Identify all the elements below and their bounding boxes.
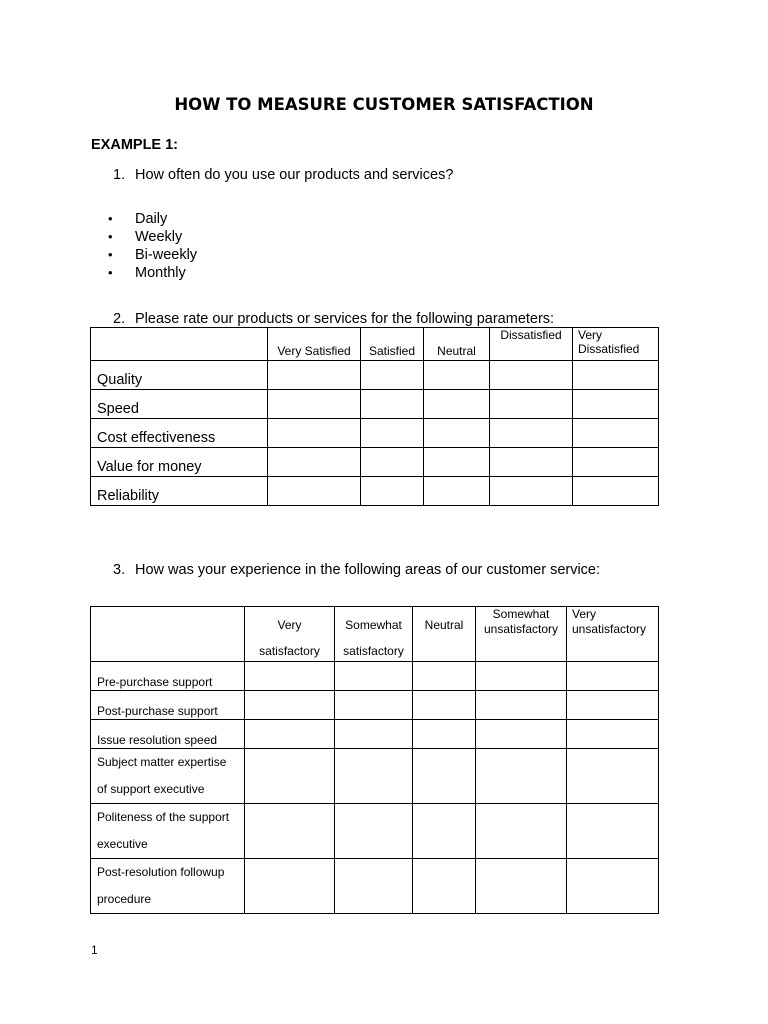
rating-cell[interactable]: [335, 804, 413, 859]
header-neutral-label: Neutral: [424, 618, 464, 632]
header-very-unsatisfactory: [567, 607, 659, 662]
table-row: [91, 804, 659, 859]
rating-cell[interactable]: [424, 448, 490, 477]
page-title: HOW TO MEASURE CUSTOMER SATISFACTION: [174, 95, 594, 114]
header-very-satisfactory: [245, 607, 335, 662]
list-item: [108, 228, 197, 246]
rating-cell[interactable]: [335, 691, 413, 720]
rating-cell[interactable]: [245, 720, 335, 749]
table-row: [91, 448, 659, 477]
rating-cell[interactable]: [424, 419, 490, 448]
header-dissatisfied: Dissatisfied: [490, 328, 573, 361]
rating-cell[interactable]: [490, 448, 573, 477]
rating-cell[interactable]: [413, 859, 476, 914]
bullet-icon: •: [108, 247, 113, 262]
row-label-line2: of support executive: [97, 782, 205, 796]
header-cell-blank: [91, 328, 268, 361]
table-row: [91, 749, 659, 804]
rating-cell[interactable]: [490, 419, 573, 448]
rating-cell[interactable]: [361, 419, 424, 448]
question-2-text: Please rate our products or services for the following parameters:: [135, 311, 555, 327]
table-row: [91, 361, 659, 390]
table-row: [91, 720, 659, 749]
table-header-row: [91, 328, 659, 361]
rating-cell[interactable]: [476, 720, 567, 749]
header-very-dissatisfied: [573, 328, 659, 361]
table-row: [91, 390, 659, 419]
rating-cell[interactable]: [361, 448, 424, 477]
rating-cell[interactable]: [476, 691, 567, 720]
rating-cell[interactable]: [268, 390, 361, 419]
rating-cell[interactable]: [567, 859, 659, 914]
row-label-subject-matter-expertise: [91, 749, 245, 804]
bullet-icon: •: [108, 229, 113, 244]
header-somewhat-satisfactory-line2: satisfactory: [343, 644, 404, 658]
rating-cell[interactable]: [476, 804, 567, 859]
product-rating-table: [90, 327, 659, 506]
row-label-quality: Quality: [91, 361, 268, 390]
question-2-number: 2.: [113, 311, 126, 327]
header-very-satisfactory-line2: satisfactory: [259, 644, 320, 658]
list-item-label: Bi-weekly: [135, 247, 198, 263]
list-item: [108, 264, 197, 282]
header-somewhat-unsatisfactory-line1: Somewhat: [492, 607, 550, 621]
rating-cell[interactable]: [413, 749, 476, 804]
rating-cell[interactable]: [268, 419, 361, 448]
question-2: [113, 311, 554, 327]
row-label-value-for-money: Value for money: [91, 448, 268, 477]
example-heading: EXAMPLE 1:: [91, 137, 179, 153]
rating-cell[interactable]: [490, 361, 573, 390]
row-label-politeness: [91, 804, 245, 859]
row-label-issue-resolution-speed: Issue resolution speed: [91, 720, 245, 749]
rating-cell[interactable]: [567, 749, 659, 804]
header-very-unsatisfactory-line2: unsatisfactory: [572, 622, 647, 636]
rating-cell[interactable]: [245, 804, 335, 859]
rating-cell[interactable]: [335, 662, 413, 691]
header-very-dissatisfied-line2: Dissatisfied: [578, 342, 640, 356]
rating-cell[interactable]: [361, 477, 424, 506]
row-label-line1: Subject matter expertise: [97, 755, 227, 769]
rating-cell[interactable]: [490, 477, 573, 506]
header-cell-blank: [91, 607, 245, 662]
list-item: [108, 246, 197, 264]
rating-cell[interactable]: [424, 477, 490, 506]
rating-cell[interactable]: [424, 361, 490, 390]
rating-cell[interactable]: [268, 477, 361, 506]
rating-cell[interactable]: [335, 749, 413, 804]
question-3: [113, 562, 600, 578]
table-header-row: [91, 607, 659, 662]
header-neutral: [413, 607, 476, 662]
row-label-line1: Politeness of the support: [97, 810, 230, 824]
rating-cell[interactable]: [268, 448, 361, 477]
table-row: [91, 662, 659, 691]
header-somewhat-unsatisfactory-line2: unsatisfactory: [483, 622, 559, 636]
bullet-icon: •: [108, 265, 113, 280]
rating-cell[interactable]: [245, 691, 335, 720]
rating-cell[interactable]: [567, 720, 659, 749]
rating-cell[interactable]: [413, 720, 476, 749]
rating-cell[interactable]: [361, 390, 424, 419]
list-item-label: Monthly: [135, 265, 186, 281]
question-1-text: How often do you use our products and services?: [135, 167, 454, 183]
row-label-post-resolution-followup: [91, 859, 245, 914]
header-neutral: Neutral: [424, 328, 490, 361]
rating-cell[interactable]: [413, 804, 476, 859]
rating-cell[interactable]: [335, 859, 413, 914]
frequency-options-list: [108, 210, 197, 282]
rating-cell[interactable]: [424, 390, 490, 419]
rating-cell[interactable]: [361, 361, 424, 390]
rating-cell[interactable]: [573, 419, 659, 448]
question-3-number: 3.: [113, 562, 126, 578]
row-label-speed: Speed: [91, 390, 268, 419]
rating-cell[interactable]: [413, 662, 476, 691]
table-row: [91, 691, 659, 720]
rating-cell[interactable]: [476, 749, 567, 804]
header-somewhat-unsatisfactory: [476, 607, 567, 662]
rating-cell[interactable]: [335, 720, 413, 749]
row-label-pre-purchase-support: Pre-purchase support: [91, 662, 245, 691]
rating-cell[interactable]: [268, 361, 361, 390]
rating-cell[interactable]: [567, 662, 659, 691]
table-row: [91, 859, 659, 914]
question-1-number: 1.: [113, 167, 126, 183]
row-label-line1: Post-resolution followup: [97, 865, 225, 879]
bullet-icon: •: [108, 211, 113, 226]
list-item: [108, 210, 197, 228]
header-very-satisfactory-line1: Very: [277, 618, 302, 632]
rating-cell[interactable]: [573, 448, 659, 477]
header-very-dissatisfied-line1: Very: [578, 328, 603, 342]
row-label-line2: procedure: [97, 892, 152, 906]
row-label-post-purchase-support: Post-purchase support: [91, 691, 245, 720]
list-item-label: Daily: [135, 211, 168, 227]
row-label-line2: executive: [97, 837, 148, 851]
rating-cell[interactable]: [490, 390, 573, 419]
question-1: [113, 167, 453, 183]
rating-cell[interactable]: [567, 804, 659, 859]
header-somewhat-satisfactory-line1: Somewhat: [345, 618, 402, 632]
rating-cell[interactable]: [413, 691, 476, 720]
header-satisfied: Satisfied: [361, 328, 424, 361]
rating-cell[interactable]: [245, 859, 335, 914]
rating-cell[interactable]: [567, 691, 659, 720]
rating-cell[interactable]: [573, 390, 659, 419]
table-row: [91, 419, 659, 448]
row-label-cost-effectiveness: Cost effectiveness: [91, 419, 268, 448]
question-3-text: How was your experience in the following areas of our customer service:: [135, 562, 601, 578]
header-very-unsatisfactory-line1: Very: [572, 607, 597, 621]
rating-cell[interactable]: [245, 662, 335, 691]
rating-cell[interactable]: [573, 477, 659, 506]
table-row: [91, 477, 659, 506]
rating-cell[interactable]: [476, 859, 567, 914]
header-somewhat-satisfactory: [335, 607, 413, 662]
header-very-satisfied: Very Satisfied: [268, 328, 361, 361]
customer-service-rating-table: [90, 606, 659, 914]
rating-cell[interactable]: [476, 662, 567, 691]
rating-cell[interactable]: [573, 361, 659, 390]
page-number: 1: [91, 943, 98, 957]
row-label-reliability: Reliability: [91, 477, 268, 506]
rating-cell[interactable]: [245, 749, 335, 804]
list-item-label: Weekly: [135, 229, 183, 245]
